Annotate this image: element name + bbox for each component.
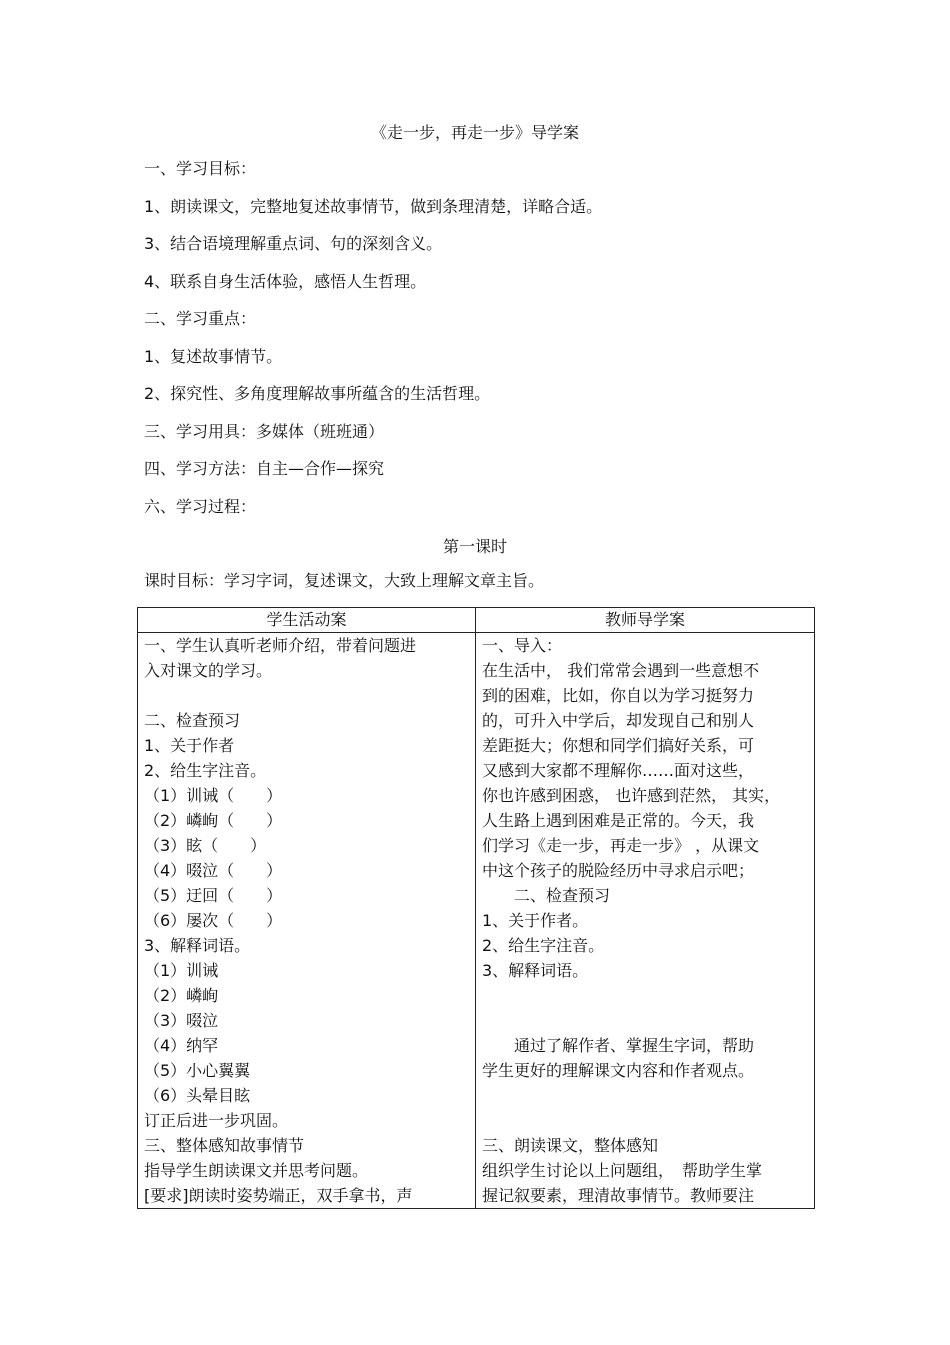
document-title: 《走一步，再走一步》导学案 bbox=[370, 123, 579, 142]
teacher-line: 通过了解作者、掌握生字词，帮助 bbox=[482, 1036, 755, 1055]
student-line: （6）屡次（ ） bbox=[144, 911, 283, 930]
teacher-line: 又感到大家都不理解你……面对这些， bbox=[482, 761, 755, 780]
teacher-line: 在生活中， 我们常常会遇到一些意想不 bbox=[482, 661, 760, 680]
student-line: 一、学生认真听老师介绍，带着问题进 bbox=[144, 636, 417, 655]
teacher-line: 到的困难，比如，你自以为学习挺努力 bbox=[482, 686, 755, 705]
teacher-line: 2、给生字注音。 bbox=[482, 936, 605, 955]
teacher-line: 三、朗读课文，整体感知 bbox=[482, 1136, 659, 1155]
goal-item: 1、朗读课文，完整地复述故事情节，做到条理清楚，详略合适。 bbox=[144, 196, 603, 216]
teacher-line bbox=[482, 1108, 808, 1133]
section-methods: 四、学习方法：自主—合作—探究 bbox=[144, 459, 385, 478]
student-line: （4）纳罕 bbox=[144, 1036, 219, 1055]
focus-item: 2、探究性、多角度理解故事所蕴含的生活哲理。 bbox=[144, 384, 491, 403]
teacher-guide-cell bbox=[476, 633, 815, 1209]
teacher-line: 们学习《走一步，再走一步》 ，从课文 bbox=[482, 836, 760, 855]
section-heading-goals: 一、学习目标： bbox=[144, 159, 257, 178]
student-line: （4）啜泣（ ） bbox=[144, 861, 283, 880]
table-row bbox=[138, 633, 815, 1209]
teacher-line bbox=[482, 983, 808, 1008]
teacher-line: 你也许感到困惑， 也许感到茫然， 其实， bbox=[482, 786, 781, 805]
student-line: （2）嶙峋 bbox=[144, 986, 219, 1005]
header-teacher: 教师导学案 bbox=[476, 608, 815, 633]
student-line: 3、解释词语。 bbox=[144, 936, 251, 955]
teacher-line: 的，可升入中学后，却发现自己和别人 bbox=[482, 711, 755, 730]
teacher-line: 组织学生讨论以上问题组， 帮助学生掌 bbox=[482, 1161, 763, 1180]
student-line: （3）眩（ ） bbox=[144, 836, 267, 855]
section-tools: 三、学习用具：多媒体（班班通） bbox=[144, 421, 385, 441]
student-line: （1）训诫（ ） bbox=[144, 786, 283, 805]
teacher-line bbox=[482, 1083, 808, 1108]
student-line: （6）头晕目眩 bbox=[144, 1086, 251, 1105]
student-line: 入对课文的学习。 bbox=[144, 661, 273, 680]
student-line: 三、整体感知故事情节 bbox=[144, 1136, 305, 1155]
teacher-line: 差距挺大；你想和同学们搞好关系，可 bbox=[482, 736, 755, 755]
student-line: （5）迂回（ ） bbox=[144, 886, 283, 905]
student-line: 二、检查预习 bbox=[144, 711, 241, 730]
student-line: （2）嶙峋（ ） bbox=[144, 811, 283, 830]
goal-item: 4、联系自身生活体验，感悟人生哲理。 bbox=[144, 271, 427, 291]
student-activity-cell bbox=[138, 633, 476, 1209]
teacher-line: 学生更好的理解课文内容和作者观点。 bbox=[482, 1061, 755, 1080]
teacher-line: 1、关于作者。 bbox=[482, 911, 589, 930]
teacher-line: 二、检查预习 bbox=[482, 886, 611, 905]
student-line: （1）训诫 bbox=[144, 961, 219, 980]
student-line: [要求]朗读时姿势端正，双手拿书，声 bbox=[144, 1186, 413, 1205]
student-line: 2、给生字注音。 bbox=[144, 761, 267, 780]
teacher-line bbox=[482, 1008, 808, 1033]
student-line: （5）小心翼翼 bbox=[144, 1061, 251, 1080]
student-line bbox=[144, 683, 469, 708]
header-student: 学生活动案 bbox=[138, 608, 476, 633]
teacher-line: 握记叙要素，理清故事情节。教师要注 bbox=[482, 1186, 755, 1205]
student-line: （3）啜泣 bbox=[144, 1011, 219, 1030]
lesson-goal: 课时目标：学习字词，复述课文，大致上理解文章主旨。 bbox=[144, 571, 545, 590]
teacher-line: 3、解释词语。 bbox=[482, 961, 589, 980]
student-line: 指导学生朗读课文并思考问题。 bbox=[144, 1161, 369, 1180]
student-line: 订正后进一步巩固。 bbox=[144, 1111, 289, 1130]
student-line: 1、关于作者 bbox=[144, 736, 235, 755]
teacher-line: 一、导入： bbox=[482, 636, 563, 655]
lesson-plan-table bbox=[137, 607, 815, 1209]
section-heading-focus: 二、学习重点： bbox=[144, 309, 257, 328]
section-heading-process: 六、学习过程： bbox=[144, 496, 257, 516]
focus-item: 1、复述故事情节。 bbox=[144, 346, 283, 366]
teacher-line: 人生路上遇到困难是正常的。今天，我 bbox=[482, 811, 755, 830]
teacher-line: 中这个孩子的脱险经历中寻求启示吧； bbox=[482, 861, 755, 880]
document-body bbox=[144, 156, 844, 531]
goal-item: 3、结合语境理解重点词、句的深刻含义。 bbox=[144, 234, 443, 253]
table-header-row bbox=[138, 608, 815, 633]
lesson-title: 第一课时 bbox=[442, 537, 507, 556]
